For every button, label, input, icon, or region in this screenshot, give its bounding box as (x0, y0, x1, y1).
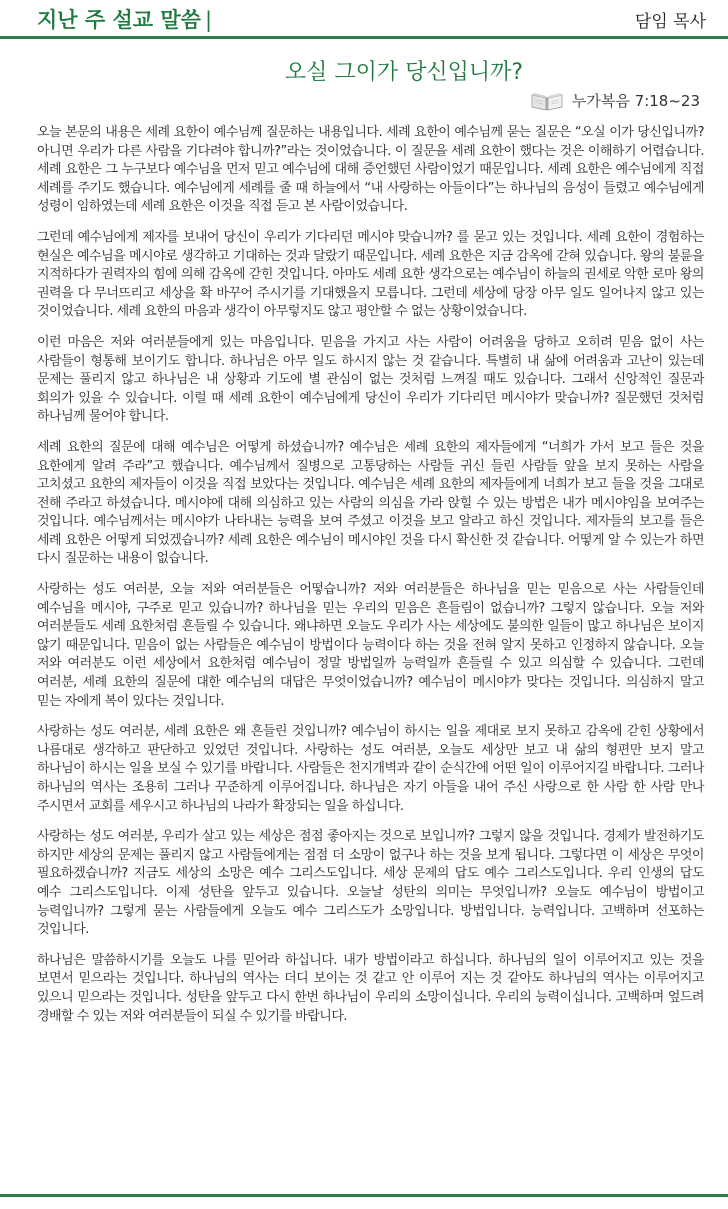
header-divider (0, 36, 728, 39)
author-role: 담임 목사 (634, 12, 706, 32)
paragraph: 사랑하는 성도 여러분, 오늘 저와 여러분들은 어떻습니까? 저와 여러분들은 하나님을 믿는 믿음으로 사는 사람들인데 예수님을 메시야, 구주로 믿고 있습니까? 하나님을 믿는 우리의 믿음은 흔들림이 없습니까? 그렇지 않습니다. 오늘 저와 여러분들도 세례 요한처럼 흔들릴 수 있습니다. 왜냐하면 오늘도 우리가 사는 세상에도 불의한 일들이 많고 하나님은 보이지 않기 때문입니다. 믿음이 없는 사람들은 예수님이 방법이다 능력이다 하는 것을 전혀 알지 못하고 인정하지 않습니다. 오늘 저와 여러분도 이런 세상에서 요한처럼 예수님이 정말 방법일까 능력일까 흔들릴 수 있고 의심할 수 있습니다. 그런데 여러분, 세례 요한의 질문에 대한 예수님의 대답은 무엇이었습니까? 예수님이 메시야가 맞다는 것입니다. 의심하지 말고 믿는 자에게 복이 있다는 것입니다. (37, 582, 704, 709)
scripture-reference (530, 88, 700, 112)
open-book-icon (530, 89, 564, 111)
paragraph: 하나님은 말씀하시기를 오늘도 나를 믿어라 하십니다. 내가 방법이라고 하십니다. 하나님의 일이 이루어지고 있는 것을 보면서 믿으라는 것입니다. 하나님의 역사는 더디 보이는 것 같고 안 이루어 지는 것 같아도 하나님의 역사는 이루어지고 있으니 믿으라는 것입니다. 성탄을 앞두고 다시 한번 하나님이 우리의 소망이십니다. 우리의 능력이십니다. 고백하며 엎드려 경배할 수 있는 저와 여러분들이 되실 수 있기를 바랍니다. (37, 952, 704, 1024)
page-header (0, 0, 728, 36)
sermon-body (37, 124, 704, 1038)
section-title (37, 4, 212, 34)
paragraph: 오늘 본문의 내용은 세례 요한이 예수님께 질문하는 내용입니다. 세례 요한이 예수님께 묻는 질문은 “오실 이가 당신입니까? 아니면 우리가 다른 사람을 기다려야 합니까?”라는 것이었습니다. 이 질문을 세례 요한이 했다는 것은 이해하기 어렵습니다. 세례 요한은 그 누구보다 예수님을 먼저 믿고 예수님에 대해 증언했던 사람이었기 때문입니다. 세례 요한은 예수님에게 직접 세례를 주기도 했습니다. 예수님에게 세례를 줄 때 하늘에서 “내 사랑하는 아들이다”는 하나님의 음성이 들렸고 예수님에게 성령이 임하였는데 세례 요한은 이것을 직접 듣고 본 사람이었습니다. (37, 125, 704, 215)
paragraph: 사랑하는 성도 여러분, 우리가 살고 있는 세상은 점점 좋아지는 것으로 보입니까? 그렇지 않을 것입니다. 경제가 발전하기도 하지만 세상의 문제는 풀리지 않고 사람들에게는 점점 더 소망이 없구나 하는 것을 보게 됩니다. 그렇다면 이 세상은 무엇이 필요하겠습니까? 지금도 세상의 소망은 예수 그리스도입니다. 세상 문제의 답도 예수 그리스도입니다. 우리 인생의 답도 예수 그리스도입니다. 이제 성탄을 앞두고 있습니다. 오늘날 성탄의 의미는 무엇입니까? 오늘도 예수님이 방법이고 능력입니까? 그렇게 묻는 사람들에게 오늘도 예수 그리스도가 소망입니다. 방법입니다. 능력입니다. 고백하며 선포하는 것입니다. (37, 829, 704, 938)
title-separator: | (204, 8, 213, 32)
paragraph: 그런데 예수님에게 제자를 보내어 당신이 우리가 기다리던 메시야 맞습니까? 를 묻고 있는 것입니다. 세례 요한이 경험하는 현실은 예수님을 메시야로 생각하고 기대하는 것과 달랐기 때문입니다. 세례 요한은 지금 감옥에 갇혀 있습니다. 왕의 불륜을 지적하다가 권력자의 힘에 의해 감옥에 갇힌 것입니다. 아마도 세례 요한 생각으로는 예수님이 하늘의 권세로 악한 로마 왕의 권력을 다 무너뜨리고 세상을 확 바꾸어 주시기를 기대했을지 모릅니다. 그런데 세상에 당장 아무 일도 일어나지 않고 있는 것이었습니다. 세례 요한의 마음과 생각이 아무렇지도 않고 평안할 수 없는 상황이었습니다. (37, 229, 704, 320)
paragraph: 사랑하는 성도 여러분, 세례 요한은 왜 흔들린 것입니까? 예수님이 하시는 일을 제대로 보지 못하고 감옥에 갇힌 상황에서 나름대로 생각하고 판단하고 있었던 것입니다. 사랑하는 성도 여러분, 오늘도 세상만 보고 내 삶의 형편만 보지 말고 하나님이 하시는 일을 보실 수 있기를 바랍니다. 사람들은 천지개벽과 같이 순식간에 어떤 일이 이루어지길 바랍니다. 그러나 하나님의 역사는 조용히 그러나 꾸준하게 이루어집니다. 하나님은 자기 아들을 내어 주신 사랑으로 한 사람 한 사람 만나 주시면서 교회를 세우시고 하나님의 나라가 확장되는 일을 하십니다. (37, 724, 704, 814)
footer-divider (0, 1194, 728, 1197)
section-title-text: 지난 주 설교 말씀 (37, 8, 201, 32)
scripture-ref-text: 누가복음 7:18~23 (571, 91, 700, 110)
paragraph: 이런 마음은 저와 여러분들에게 있는 마음입니다. 믿음을 가지고 사는 사람이 어려움을 당하고 오히려 믿음 없이 사는 사람들이 형통해 보이기도 합니다. 하나님은 아무 일도 하시지 않는 것 같습니다. 특별히 내 삶에 어려움과 고난이 있는데 문제는 풀리지 않고 하나님은 내 상황과 기도에 별 관심이 없는 것처럼 느껴질 때도 있습니다. 그래서 신앙적인 질문과 회의가 있을 수 있습니다. 이럴 때 세례 요한이 예수님에게 당신이 우리가 기다리던 메시야가 맞습니까? 질문했던 것처럼 하나님께 물어야 합니다. (37, 334, 704, 425)
paragraph: 세례 요한의 질문에 대해 예수님은 어떻게 하셨습니까? 예수님은 세례 요한의 제자들에게 “너희가 가서 보고 들은 것을 요한에게 알려 주라”고 했습니다. 예수님께서 질병으로 고통당하는 사람들 귀신 들린 사람들 앞을 보지 못하는 사람을 고치셨고 요한의 제자들이 이것을 직접 보았다는 것입니다. 예수님은 세례 요한의 제자들에게 너희가 보고 들을 것을 그대로 전해 주라고 하셨습니다. 메시야에 대해 의심하고 있는 사람의 의심을 가라 앉힐 수 있는 방법은 내가 메시야임을 보여주는 것입니다. 예수님께서는 메시야가 나타내는 능력을 보여 주셨고 이것을 보고 알라고 하신 것입니다. 제자들의 보고를 들은 세례 요한은 어떻게 되었겠습니까? 세례 요한은 예수님이 메시야인 것을 다시 확신한 것 같습니다. 어떻게 알 수 있는가 하면 다시 질문하는 내용이 없습니다. (37, 439, 704, 567)
sermon-title: 오실 그이가 당신입니까? (284, 60, 524, 85)
